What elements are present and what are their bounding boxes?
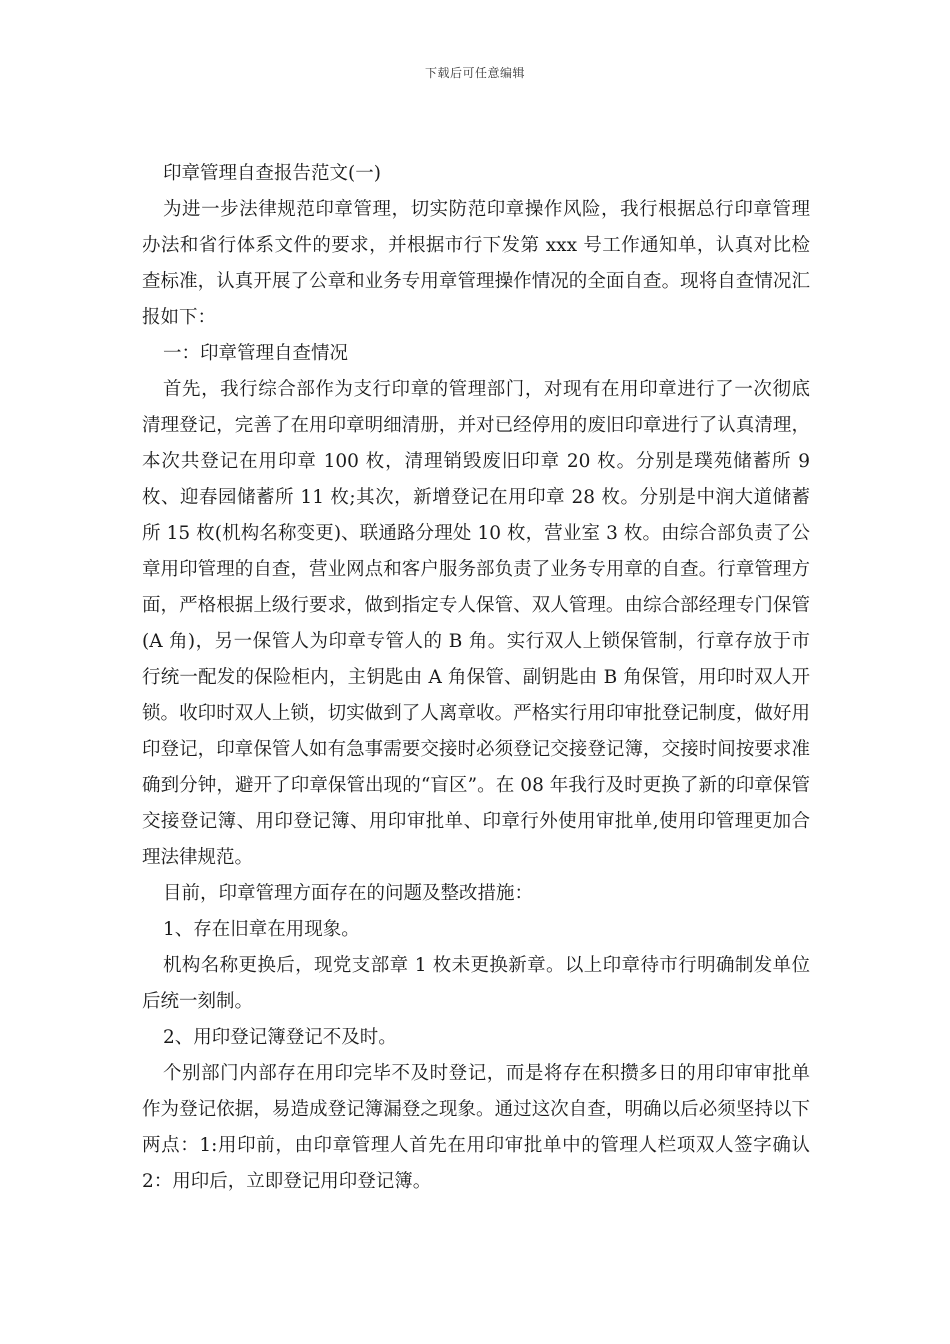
document-body	[142, 156, 810, 1200]
issue-1-paragraph: 机构名称更换后，现党支部章 1 枚未更换新章。以上印章待市行明确制发单位后统一刻制。	[142, 955, 810, 1012]
issue-1-heading: 1、存在旧章在用现象。	[163, 919, 360, 940]
issue-2-heading: 2、用印登记簿登记不及时。	[163, 1027, 397, 1048]
section-heading: 一：印章管理自查情况	[163, 343, 349, 364]
header-note: 下载后可任意编辑	[424, 66, 525, 80]
issues-heading: 目前，印章管理方面存在的问题及整改措施：	[163, 883, 534, 904]
issue-2-paragraph: 个别部门内部存在用印完毕不及时登记，而是将存在积攒多日的用印审审批单作为登记依据，易造成登记簿漏登之现象。通过这次自查，明确以后必须坚持以下两点：1:用印前，由印章管理人首先在用印审批单中的管理人栏项双人签字确认 2：用印后，立即登记用印登记簿。	[142, 1063, 810, 1192]
intro-paragraph: 为进一步法律规范印章管理，切实防范印章操作风险，我行根据总行印章管理办法和省行体系文件的要求，并根据市行下发第 xxx 号工作通知单，认真对比检查标准，认真开展了公章和业务专用章管理操作情况的全面自查。现将自查情况汇报如下：	[142, 199, 810, 328]
document-title: 印章管理自查报告范文(一)	[163, 163, 381, 184]
self-check-paragraph: 首先，我行综合部作为支行印章的管理部门，对现有在用印章进行了一次彻底清理登记，完善了在用印章明细清册，并对已经停用的废旧印章进行了认真清理，本次共登记在用印章 100 枚，清理销毁废旧印章 20 枚。分别是璞苑储蓄所 9 枚、迎春园储蓄所 11 枚;其次，新增登记在用印章 28 枚。分别是中润大道储蓄所 15 枚(机构名称变更)、联通路分理处 10 枚，营业室 3 枚。由综合部负责了公章用印管理的自查，营业网点和客户服务部负责了业务专用章的自查。行章管理方面，严格根据上级行要求，做到指定专人保管、双人管理。由综合部经理专门保管(A 角)，另一保管人为印章专管人的 B 角。实行双人上锁保管制，行章存放于市行统一配发的保险柜内，主钥匙由 A 角保管、副钥匙由 B 角保管，用印时双人开锁。收印时双人上锁，切实做到了人离章收。严格实行用印审批登记制度，做好用印登记，印章保管人如有急事需要交接时必须登记交接登记簿，交接时间按要求准确到分钟，避开了印章保管出现的“盲区”。在 08 年我行及时更换了新的印章保管交接登记簿、用印登记簿、用印审批单、印章行外使用审批单,使用印管理更加合理法律规范。	[142, 379, 810, 868]
